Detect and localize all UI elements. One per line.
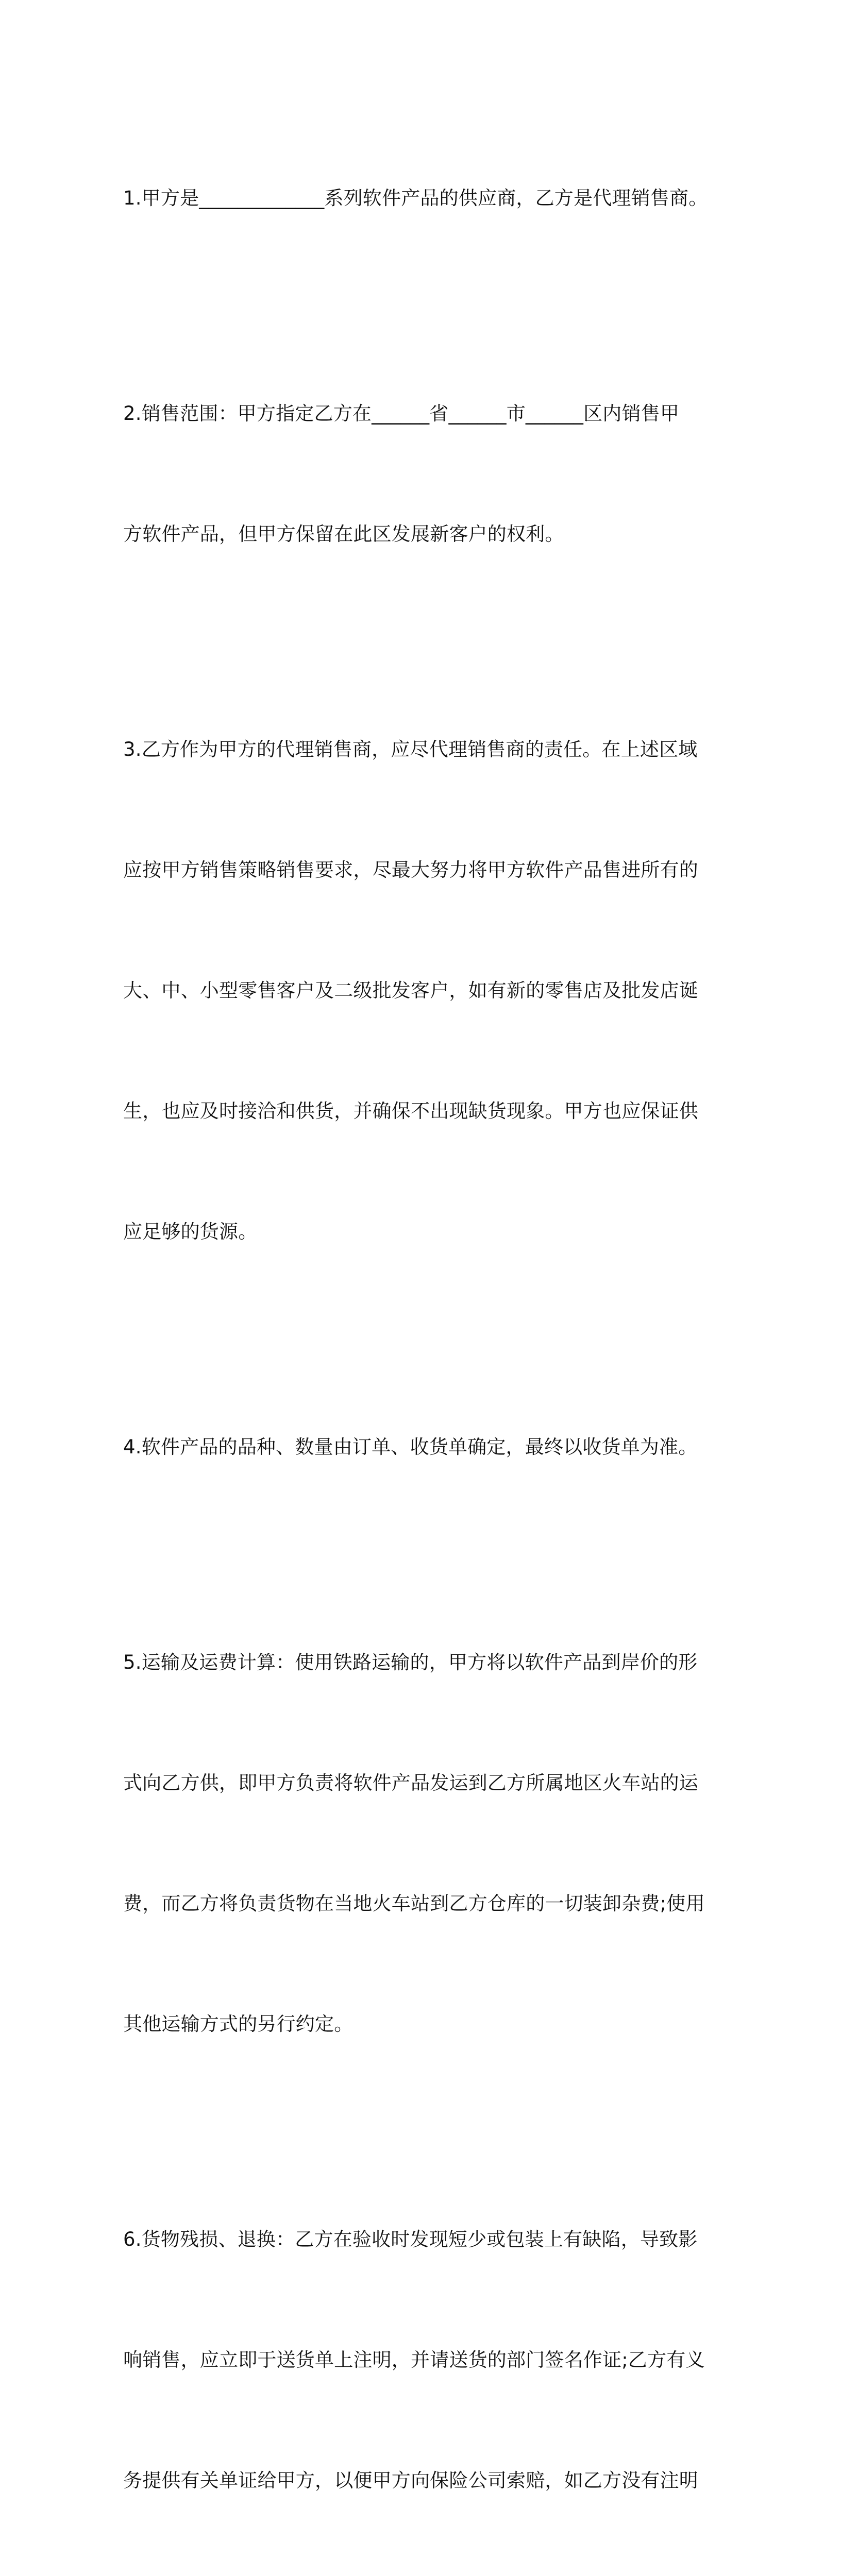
clause-3-line-2: 应按甲方销售策略销售要求，尽最大努力将甲方软件产品售进所有的 (123, 859, 698, 881)
clause-3-line-1: 3.乙方作为甲方的代理销售商，应尽代理销售商的责任。在上述区域 (123, 738, 698, 760)
clause-5 (123, 1562, 721, 2125)
clause-6 (123, 2139, 721, 2576)
clause-2 (123, 313, 721, 635)
clause-3 (123, 649, 721, 1332)
clause-1-line-1: 1.甲方是_____________系列软件产品的供应商，乙方是代理销售商。 (123, 187, 708, 209)
clause-4-line-1: 4.软件产品的品种、数量由订单、收货单确定，最终以收货单为准。 (123, 1436, 698, 1458)
clause-3-line-5: 应足够的货源。 (123, 1221, 258, 1243)
clause-6-line-2: 响销售，应立即于送货单上注明，并请送货的部门签名作证;乙方有义 (123, 2349, 705, 2371)
clause-3-line-3: 大、中、小型零售客户及二级批发客户，如有新的零售店及批发店诞 (123, 979, 698, 1002)
clause-4 (123, 1347, 721, 1548)
clause-1 (123, 98, 721, 299)
clause-5-line-1: 5.运输及运费计算：使用铁路运输的，甲方将以软件产品到岸价的形 (123, 1651, 698, 1673)
clause-5-line-3: 费，而乙方将负责货物在当地火车站到乙方仓库的一切装卸杂费;使用 (123, 1892, 705, 1914)
clause-6-line-1: 6.货物残损、退换：乙方在验收时发现短少或包装上有缺陷，导致影 (123, 2228, 698, 2250)
clause-3-line-4: 生，也应及时接洽和供货，并确保不出现缺货现象。甲方也应保证供 (123, 1100, 698, 1122)
clause-5-line-4: 其他运输方式的另行约定。 (123, 2013, 354, 2035)
clause-6-line-3: 务提供有关单证给甲方，以便甲方向保险公司索赔，如乙方没有注明 (123, 2469, 698, 2492)
clause-5-line-2: 式向乙方供，即甲方负责将软件产品发运到乙方所属地区火车站的运 (123, 1772, 698, 1794)
clause-2-line-2: 方软件产品，但甲方保留在此区发展新客户的权利。 (123, 523, 564, 545)
clause-2-line-1: 2.销售范围：甲方指定乙方在______省______市______区内销售甲 (123, 402, 680, 425)
document-page (123, 98, 721, 2576)
